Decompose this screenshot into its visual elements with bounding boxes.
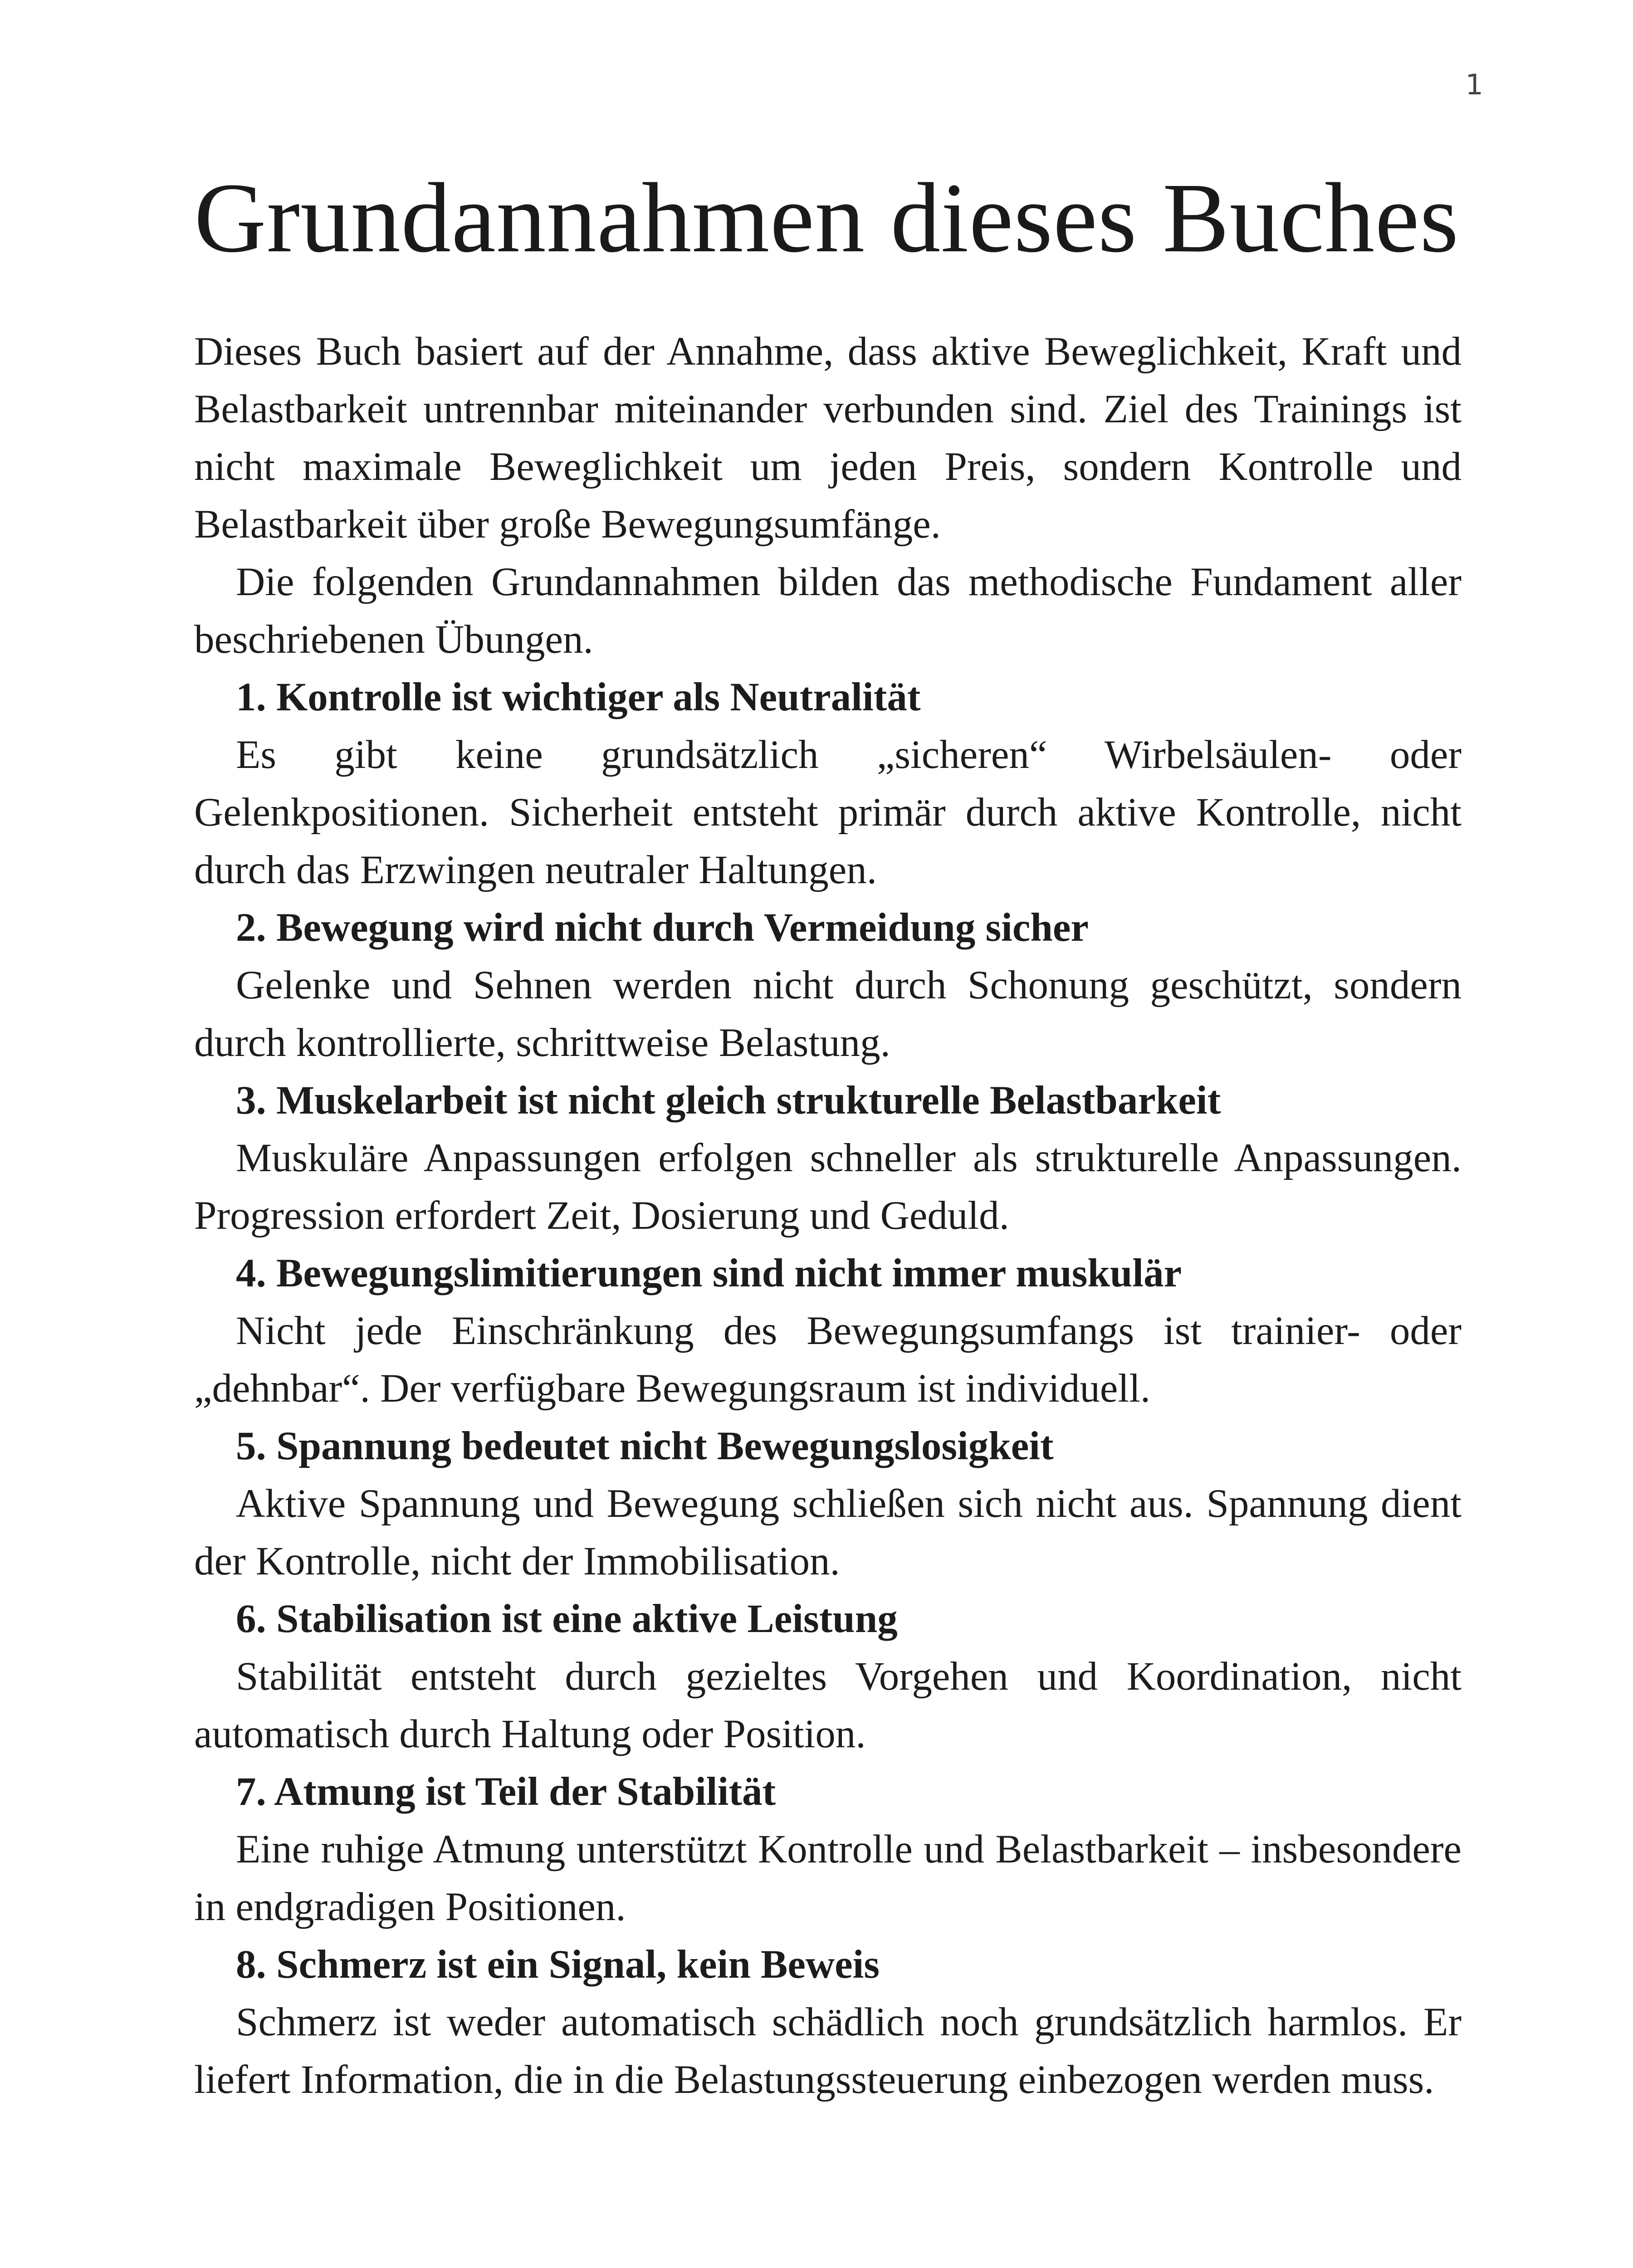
principle-text: Schmerz ist weder automatisch schädlich noch grundsätzlich harmlos. Er liefert Information, die in die Belastungssteuerung einbezogen werden muss.	[194, 2000, 1462, 2102]
principle-heading: 1. Kontrolle ist wichtiger als Neutralität	[236, 675, 921, 719]
principle-item	[194, 899, 1462, 1072]
intro-paragraph: Die folgenden Grundannahmen bilden das methodische Fundament aller beschriebenen Übungen.	[194, 560, 1462, 662]
page-number: 1	[1465, 68, 1483, 101]
principle-item	[194, 1072, 1462, 1245]
principle-heading: 5. Spannung bedeutet nicht Bewegungslosigkeit	[236, 1424, 1054, 1468]
principle-text: Es gibt keine grundsätzlich „sicheren“ Wirbelsäulen- oder Gelenkpositionen. Sicherheit entsteht primär durch aktive Kontrolle, nicht durch das Erzwingen neutraler Haltungen.	[194, 733, 1462, 892]
principle-item	[194, 1936, 1462, 2109]
principle-item	[194, 1418, 1462, 1590]
principle-text: Eine ruhige Atmung unterstützt Kontrolle und Belastbarkeit – insbesondere in endgradigen Positionen.	[194, 1827, 1462, 1929]
principle-heading: 6. Stabilisation ist eine aktive Leistung	[236, 1597, 898, 1641]
principle-text: Gelenke und Sehnen werden nicht durch Schonung geschützt, sondern durch kontrollierte, schrittweise Belastung.	[194, 963, 1462, 1065]
principle-heading: 7. Atmung ist Teil der Stabilität	[236, 1769, 776, 1814]
principle-text: Nicht jede Einschränkung des Bewegungsumfangs ist trainier- oder „dehnbar“. Der verfügbare Bewegungsraum ist individuell.	[194, 1309, 1462, 1411]
principle-item	[194, 1245, 1462, 1418]
principle-item	[194, 1763, 1462, 1936]
intro-paragraph: Dieses Buch basiert auf der Annahme, dass aktive Beweglichkeit, Kraft und Belastbarkeit untrennbar miteinander verbunden sind. Ziel des Trainings ist nicht maximale Beweglichkeit um jeden Preis, sondern Kontrolle und Belastbarkeit über große Bewegungsumfänge.	[194, 329, 1462, 547]
principle-heading: 3. Muskelarbeit ist nicht gleich strukturelle Belastbarkeit	[236, 1078, 1221, 1123]
principle-heading: 8. Schmerz ist ein Signal, kein Beweis	[236, 1942, 880, 1987]
principle-heading: 4. Bewegungslimitierungen sind nicht immer muskulär	[236, 1251, 1182, 1295]
body-text	[194, 323, 1462, 2109]
principle-item	[194, 1590, 1462, 1763]
principle-text: Aktive Spannung und Bewegung schließen sich nicht aus. Spannung dient der Kontrolle, nicht der Immobilisation.	[194, 1481, 1462, 1584]
principle-text: Stabilität entsteht durch gezieltes Vorgehen und Koordination, nicht automatisch durch Haltung oder Position.	[194, 1654, 1462, 1756]
page-title: Grundannahmen dieses Buches	[194, 162, 1459, 273]
principle-item	[194, 669, 1462, 899]
principle-heading: 2. Bewegung wird nicht durch Vermeidung sicher	[236, 905, 1089, 950]
principle-text: Muskuläre Anpassungen erfolgen schneller als strukturelle Anpassungen. Progression erfordert Zeit, Dosierung und Geduld.	[194, 1136, 1462, 1238]
